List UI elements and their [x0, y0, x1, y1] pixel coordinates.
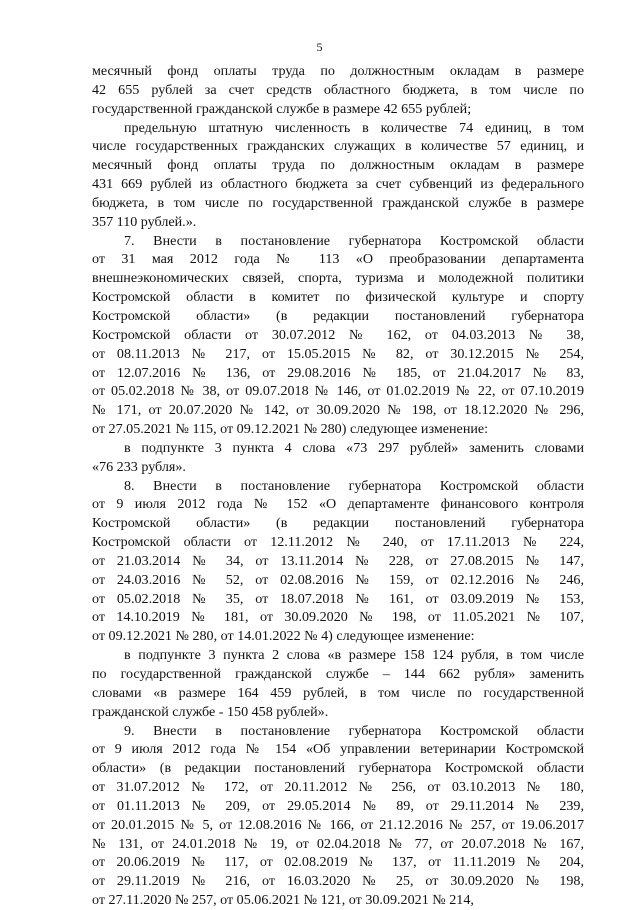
text-line: от 01.11.2013 № 209, от 29.05.2014 № 89, от 29.11.2014 № 239, [92, 797, 584, 814]
text-line: от 31.07.2012 № 172, от 20.11.2012 № 256, от 03.10.2013 № 180, [92, 779, 584, 796]
text-line: 357 110 рублей.». [92, 213, 197, 230]
text-line: гражданской службе - 150 458 рублей». [92, 703, 329, 720]
text-line: от 05.02.2018 № 35, от 18.07.2018 № 161, от 03.09.2019 № 153, [92, 590, 584, 607]
text-line: Костромской области» (в редакции постановлений губернатора [92, 307, 584, 324]
text-line: от 14.10.2019 № 181, от 30.09.2020 № 198, от 11.05.2021 № 107, [92, 609, 584, 626]
text-line: от 27.11.2020 № 257, от 05.06.2021 № 121, от 30.09.2021 № 214, [92, 892, 474, 909]
text-line: № 131, от 24.01.2018 № 19, от 02.04.2018 № 77, от 20.07.2018 № 167, [92, 835, 584, 852]
text-line: от 31 мая 2012 года № 113 «О преобразовании департамента [92, 251, 584, 268]
text-line: Костромской области в комитет по физической культуре и спорту [92, 289, 584, 306]
text-line: № 171, от 20.07.2020 № 142, от 30.09.2020 № 198, от 18.12.2020 № 296, [92, 402, 584, 419]
text-line: месячный фонд оплаты труда по должностным окладам в размере [92, 63, 584, 79]
text-line: словами «в размере 164 459 рублей, в том числе по государственной [92, 684, 584, 701]
text-line: Костромской области от 30.07.2012 № 162, от 04.03.2013 № 38, [92, 326, 584, 343]
text-line: 9. Внести в постановление губернатора Костромской области [124, 722, 584, 739]
text-line: от 21.03.2014 № 34, от 13.11.2014 № 228, от 27.08.2015 № 147, [92, 552, 584, 569]
paragraph-p3 [92, 232, 584, 439]
paragraph-p6 [92, 646, 584, 721]
text-line: от 12.07.2016 № 136, от 29.08.2016 № 185, от 21.04.2017 № 83, [92, 364, 584, 381]
text-line: «76 233 рубля». [92, 458, 186, 475]
text-line: 8. Внести в постановление губернатора Костромской области [124, 477, 584, 494]
text-line: Костромской области» (в редакции постановлений губернатора [92, 515, 584, 532]
text-line: 431 669 рублей из областного бюджета за счет субвенций из федерального [92, 176, 584, 193]
text-line: от 9 июля 2012 года № 154 «Об управлении ветеринарии Костромской [92, 741, 584, 758]
text-line: в подпункте 3 пункта 4 слова «73 297 рублей» заменить словами [124, 439, 584, 456]
paragraph-p7 [92, 722, 584, 910]
text-line: в подпункте 3 пункта 2 слова «в размере 158 124 рубля, в том числе [124, 647, 584, 664]
text-line: от 09.12.2021 № 280, от 14.01.2022 № 4) следующее изменение: [92, 628, 475, 645]
text-line: от 24.03.2016 № 52, от 02.08.2016 № 159, от 02.12.2016 № 246, [92, 571, 584, 588]
document-body [92, 62, 584, 910]
text-line: числе государственных гражданских служащих в количестве 57 единиц, и [92, 138, 584, 155]
page-number: 5 [316, 40, 323, 54]
text-line: по государственной гражданской службе – 144 662 рубля» заменить [92, 666, 584, 682]
text-line: от 29.11.2019 № 216, от 16.03.2020 № 25, от 30.09.2020 № 198, [92, 873, 584, 890]
paragraph-p4 [92, 439, 584, 477]
text-line: от 20.06.2019 № 117, от 02.08.2019 № 137, от 11.11.2019 № 204, [92, 854, 584, 871]
paragraph-p2 [92, 119, 584, 232]
text-line: предельную штатную численность в количестве 74 единиц, в том [124, 119, 584, 136]
text-line: от 05.02.2018 № 38, от 09.07.2018 № 146, от 01.02.2019 № 22, от 07.10.2019 [92, 383, 584, 400]
text-line: от 20.01.2015 № 5, от 12.08.2016 № 166, от 21.12.2016 № 257, от 19.06.2017 [92, 816, 584, 833]
text-line: Костромской области от 12.11.2012 № 240, от 17.11.2013 № 224, [92, 534, 584, 551]
paragraph-p1 [92, 62, 584, 119]
text-line: 42 655 рублей за счет средств областного бюджета, в том числе по [92, 81, 584, 98]
text-line: от 27.05.2021 № 115, от 09.12.2021 № 280) следующее изменение: [92, 421, 489, 438]
text-line: месячный фонд оплаты труда по должностным окладам в размере [92, 157, 584, 174]
text-line: бюджета, в том числе по государственной гражданской службе в размере [92, 194, 584, 211]
text-line: области» (в редакции постановлений губернатора Костромской области [92, 760, 584, 777]
text-line: от 9 июля 2012 года № 152 «О департаменте финансового контроля [92, 496, 584, 513]
text-line: внешнеэкономических связей, спорта, туризма и молодежной политики [92, 270, 584, 287]
text-line: государственной гражданской службе в размере 42 655 рублей; [92, 100, 472, 117]
paragraph-p5 [92, 477, 584, 647]
text-line: от 08.11.2013 № 217, от 15.05.2015 № 82, от 30.12.2015 № 254, [92, 345, 584, 362]
text-line: 7. Внести в постановление губернатора Костромской области [124, 232, 584, 249]
